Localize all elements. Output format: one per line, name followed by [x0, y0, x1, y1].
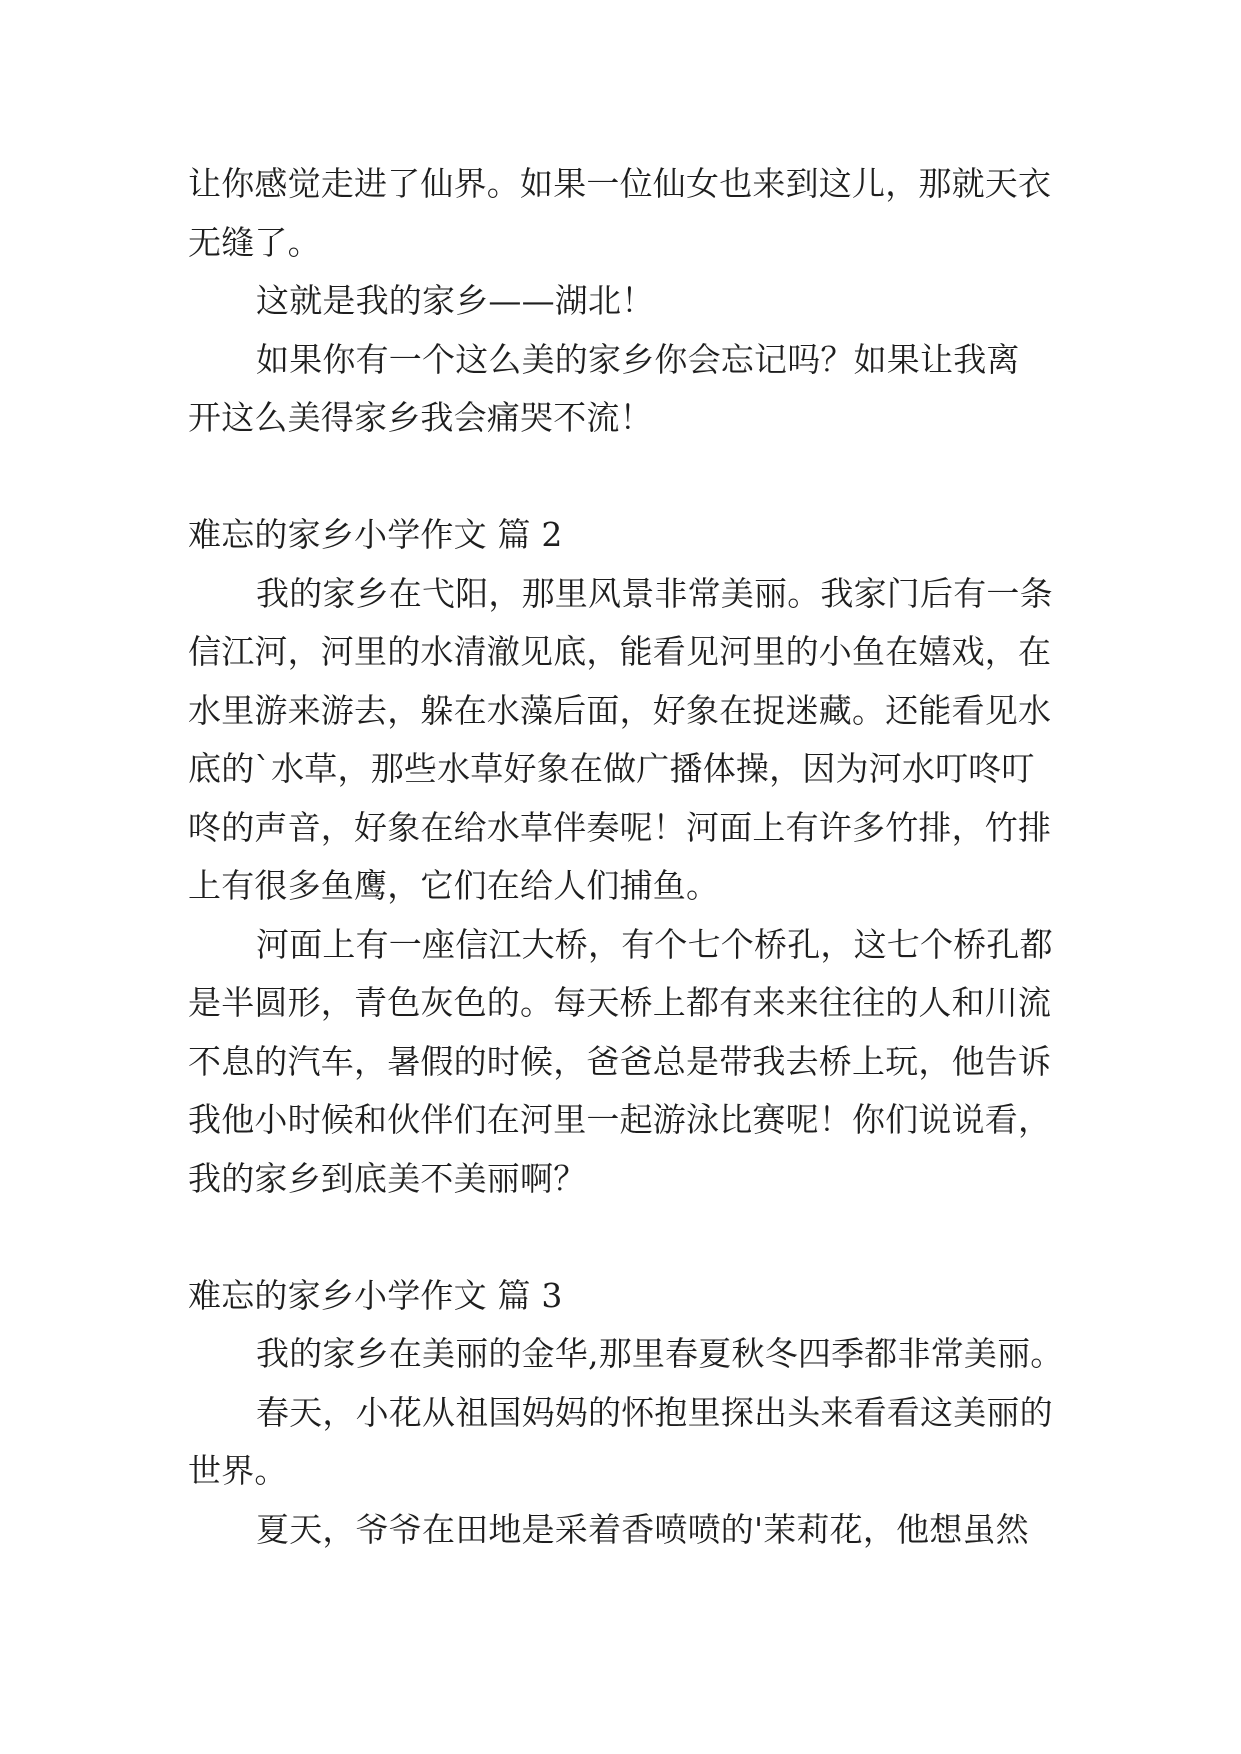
paragraph [188, 1384, 1078, 1501]
text-line: 让你感觉走进了仙界。如果一位仙女也来到这儿，那就天衣 [188, 164, 1052, 203]
text-line: 我他小时候和伙伴们在河里一起游泳比赛呢！你们说说看， [188, 1100, 1052, 1139]
text-line: 无缝了。 [188, 222, 321, 262]
paragraph [188, 1501, 1078, 1560]
paragraph [188, 565, 1078, 916]
text-line: 春天，小花从祖国妈妈的怀抱里探出头来看看这美丽的 [256, 1392, 1053, 1432]
paragraph [188, 155, 1078, 272]
text-line: 底的`水草，那些水草好象在做广播体操，因为河水叮咚叮 [188, 749, 1035, 788]
paragraph [188, 272, 1078, 331]
text-line: 我的家乡在美丽的金华,那里春夏秋冬四季都非常美丽。 [256, 1334, 1064, 1373]
text-line: 不息的汽车，暑假的时候，爸爸总是带我去桥上玩，他告诉 [188, 1041, 1052, 1081]
text-line: 这就是我的家乡——湖北！ [256, 281, 655, 320]
text-line: 夏天，爷爷在田地是采着香喷喷的'茉莉花，他想虽然 [256, 1509, 1029, 1549]
section-essay-2 [188, 506, 1078, 1208]
section-heading: 难忘的家乡小学作文 篇 3 [188, 1275, 563, 1315]
section-essay-3 [188, 1267, 1078, 1560]
section-continued [188, 155, 1078, 448]
document-content [188, 155, 1078, 1559]
text-line: 开这么美得家乡我会痛哭不流！ [188, 398, 653, 437]
text-line: 上有很多鱼鹰，它们在给人们捕鱼。 [188, 866, 720, 905]
paragraph [188, 916, 1078, 1209]
text-line: 我的家乡在弋阳，那里风景非常美丽。我家门后有一条 [256, 573, 1053, 613]
text-line: 咚的声音，好象在给水草伴奏呢！河面上有许多竹排，竹排 [188, 807, 1052, 847]
text-line: 如果你有一个这么美的家乡你会忘记吗？如果让我离 [256, 339, 1020, 379]
text-line: 是半圆形，青色灰色的。每天桥上都有来来往往的人和川流 [188, 983, 1052, 1022]
paragraph [188, 331, 1078, 448]
text-line: 信江河，河里的水清澈见底，能看见河里的小鱼在嬉戏，在 [188, 632, 1052, 671]
text-line: 我的家乡到底美不美丽啊？ [188, 1158, 587, 1198]
section-heading: 难忘的家乡小学作文 篇 2 [188, 515, 563, 554]
text-line: 河面上有一座信江大桥，有个七个桥孔，这七个桥孔都 [256, 924, 1053, 964]
text-line: 世界。 [188, 1451, 288, 1490]
text-line: 水里游来游去，躲在水藻后面，好象在捉迷藏。还能看见水 [188, 690, 1052, 730]
paragraph [188, 1325, 1078, 1384]
